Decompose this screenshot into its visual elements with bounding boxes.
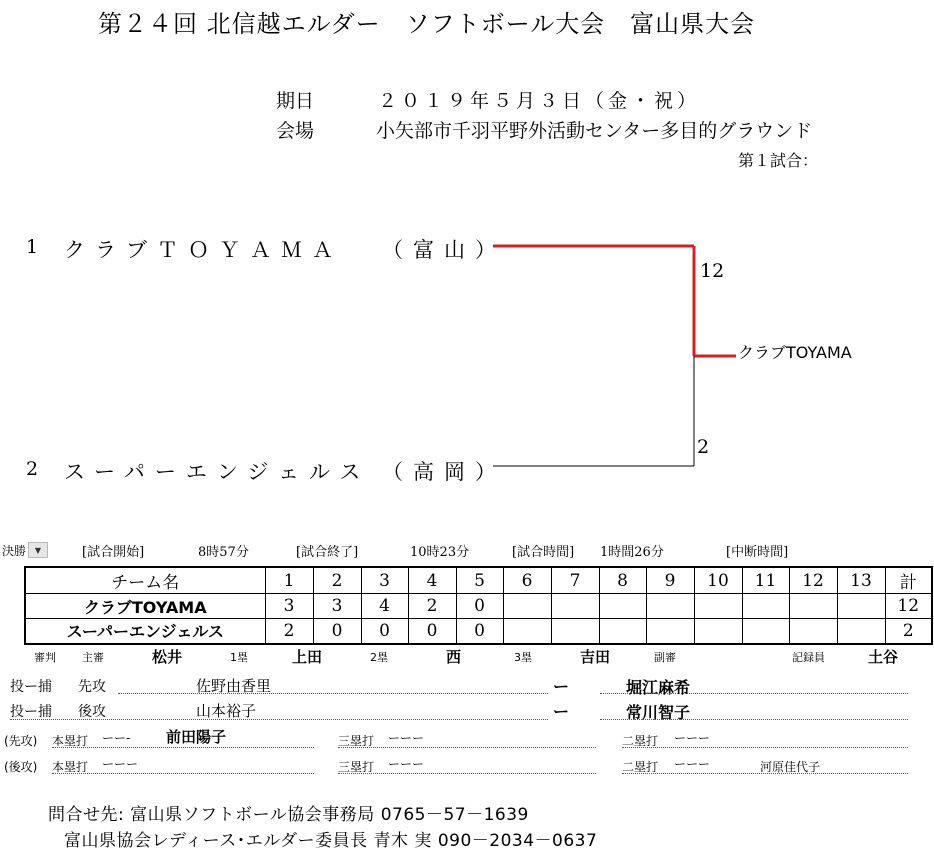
second-pitcher-underline bbox=[10, 719, 548, 720]
row-team-name: クラブTOYAMA bbox=[25, 594, 265, 619]
first-attack-hits-label: (先攻) bbox=[4, 734, 38, 748]
inning-header: 10 bbox=[694, 567, 742, 594]
inning-score: 0 bbox=[456, 594, 503, 619]
team2-prefecture: （高岡） bbox=[382, 460, 506, 484]
contact-line-2: 富山県協会レディース･エルダー委員長 青木 実 090－2034－0637 bbox=[64, 831, 598, 851]
home-run-label: 本塁打 bbox=[52, 760, 89, 774]
third-base-umpire-name: 吉田 bbox=[580, 648, 611, 666]
battery-dash: ー bbox=[553, 677, 570, 696]
table-row bbox=[25, 619, 932, 644]
second-hr-underline bbox=[52, 773, 314, 774]
start-value: 8時57分 bbox=[198, 545, 249, 560]
first-pitcher-underline bbox=[118, 693, 548, 694]
inning-score: 0 bbox=[408, 619, 456, 644]
inning-header: 8 bbox=[599, 567, 646, 594]
inning-score bbox=[551, 594, 599, 619]
venue-value: 小矢部市千羽平野外活動センター多目的グラウンド bbox=[376, 120, 813, 142]
first-catcher-underline bbox=[600, 693, 908, 694]
game-number: 第１試合： bbox=[738, 151, 819, 170]
inning-score: 2 bbox=[408, 594, 456, 619]
duration-label: [試合時間] bbox=[512, 545, 575, 560]
second-pitcher-name: 山本裕子 bbox=[196, 702, 257, 720]
second-attack-label: 後攻 bbox=[78, 704, 106, 720]
inning-header: 4 bbox=[408, 567, 456, 594]
inning-score: 3 bbox=[265, 594, 313, 619]
inning-score bbox=[646, 619, 694, 644]
venue-label: 会場 bbox=[276, 120, 315, 142]
double-label: 二塁打 bbox=[622, 734, 659, 748]
team1-score: 12 bbox=[700, 260, 725, 282]
first-catcher-name: 堀江麻希 bbox=[626, 678, 691, 697]
team1-prefecture: （富山） bbox=[382, 238, 506, 262]
inning-header: 6 bbox=[503, 567, 551, 594]
inning-header: 3 bbox=[361, 567, 408, 594]
inning-score bbox=[789, 594, 837, 619]
first-double-value: ーーー bbox=[674, 731, 711, 745]
table-row bbox=[25, 594, 932, 619]
inning-score bbox=[742, 594, 789, 619]
inning-score bbox=[551, 619, 599, 644]
inning-score: 0 bbox=[313, 619, 361, 644]
end-value: 10時23分 bbox=[410, 545, 470, 560]
first-attack-label: 先攻 bbox=[78, 679, 106, 695]
inning-score: 3 bbox=[313, 594, 361, 619]
inning-header: 9 bbox=[646, 567, 694, 594]
first-hr-underline bbox=[52, 747, 314, 748]
inning-score bbox=[646, 594, 694, 619]
recorder-name: 土谷 bbox=[868, 648, 899, 666]
battery-label: 投ー捕 bbox=[10, 679, 52, 695]
chief-umpire-name: 松井 bbox=[152, 648, 183, 666]
end-label: [試合終了] bbox=[296, 545, 359, 560]
total-header: 計 bbox=[885, 567, 932, 594]
first-home-run-value: ーー- bbox=[102, 731, 131, 745]
row-team-name: スーパーエンジェルス bbox=[25, 619, 265, 644]
second-double-name: 河原佳代子 bbox=[760, 760, 821, 774]
home-run-label: 本塁打 bbox=[52, 734, 89, 748]
second-catcher-underline bbox=[600, 719, 908, 720]
third-base-umpire-label: 3塁 bbox=[514, 651, 532, 664]
team2-score: 2 bbox=[697, 436, 710, 458]
inning-score bbox=[503, 619, 551, 644]
second-attack-hits-label: (後攻) bbox=[4, 760, 38, 774]
second-base-umpire-name: 西 bbox=[446, 648, 462, 666]
date-value: ２０１９年５月３日（金・祝） bbox=[378, 90, 701, 112]
suspend-label: [中断時間] bbox=[726, 545, 789, 560]
inning-header: 7 bbox=[551, 567, 599, 594]
inning-score bbox=[837, 594, 885, 619]
team2-seed: 2 bbox=[26, 458, 39, 480]
inning-header: 12 bbox=[789, 567, 837, 594]
chief-umpire-label: 主審 bbox=[82, 651, 104, 664]
inning-header: 1 bbox=[265, 567, 313, 594]
inning-score: 4 bbox=[361, 594, 408, 619]
start-label: [試合開始] bbox=[82, 545, 145, 560]
first-pitcher-name: 佐野由香里 bbox=[196, 677, 272, 695]
inning-score bbox=[503, 594, 551, 619]
inning-header: 11 bbox=[742, 567, 789, 594]
first-base-umpire-label: 1塁 bbox=[230, 651, 248, 664]
score-table bbox=[24, 566, 933, 645]
inning-score bbox=[694, 619, 742, 644]
double-label: 二塁打 bbox=[622, 760, 659, 774]
team1-name: クラブＴＯＹＡＭＡ bbox=[64, 238, 343, 262]
date-label: 期日 bbox=[276, 90, 315, 112]
first-double-underline bbox=[622, 747, 908, 748]
team-header: チーム名 bbox=[25, 567, 265, 594]
round-select[interactable] bbox=[2, 540, 48, 560]
chevron-down-icon[interactable]: ▼ bbox=[28, 542, 48, 558]
page-title: 第２４回 北信越エルダー ソフトボール大会 富山県大会 bbox=[98, 10, 756, 38]
first-home-run-name: 前田陽子 bbox=[166, 728, 227, 746]
first-triple-value: ーーー bbox=[388, 731, 425, 745]
second-triple-underline bbox=[338, 773, 596, 774]
row-total: 2 bbox=[885, 619, 932, 644]
inning-header: 5 bbox=[456, 567, 503, 594]
inning-header: 2 bbox=[313, 567, 361, 594]
second-catcher-name: 常川智子 bbox=[626, 703, 691, 722]
second-home-run-value: ーーー bbox=[102, 757, 139, 771]
battery-dash: ー bbox=[553, 702, 570, 721]
first-triple-underline bbox=[338, 747, 596, 748]
winner-name: クラブTOYAMA bbox=[738, 343, 852, 362]
duration-value: 1時間26分 bbox=[600, 545, 664, 560]
team1-seed: 1 bbox=[26, 236, 39, 258]
contact-line-1: 問合せ先: 富山県ソフトボール協会事務局 0765－57－1639 bbox=[48, 805, 529, 825]
inning-score: 2 bbox=[265, 619, 313, 644]
inning-score bbox=[694, 594, 742, 619]
second-double-underline bbox=[622, 773, 908, 774]
inning-score bbox=[599, 594, 646, 619]
recorder-label: 記録員 bbox=[792, 651, 825, 664]
battery-label: 投ー捕 bbox=[10, 704, 52, 720]
round-select-value: 決勝 bbox=[2, 544, 27, 558]
inning-score: 0 bbox=[361, 619, 408, 644]
second-triple-value: ーーー bbox=[388, 757, 425, 771]
inning-score bbox=[599, 619, 646, 644]
inning-score bbox=[789, 619, 837, 644]
inning-header: 13 bbox=[837, 567, 885, 594]
team2-name: スーパーエンジェルス bbox=[64, 460, 371, 484]
sub-umpire-label: 副審 bbox=[654, 651, 676, 664]
second-double-value: ーーー bbox=[674, 757, 711, 771]
first-base-umpire-name: 上田 bbox=[292, 648, 323, 666]
umpire-label: 審判 bbox=[34, 651, 56, 664]
triple-label: 三塁打 bbox=[338, 734, 375, 748]
row-total: 12 bbox=[885, 594, 932, 619]
inning-score bbox=[742, 619, 789, 644]
inning-score: 0 bbox=[456, 619, 503, 644]
second-base-umpire-label: 2塁 bbox=[370, 651, 388, 664]
inning-score bbox=[837, 619, 885, 644]
table-header-row bbox=[25, 567, 932, 594]
triple-label: 三塁打 bbox=[338, 760, 375, 774]
